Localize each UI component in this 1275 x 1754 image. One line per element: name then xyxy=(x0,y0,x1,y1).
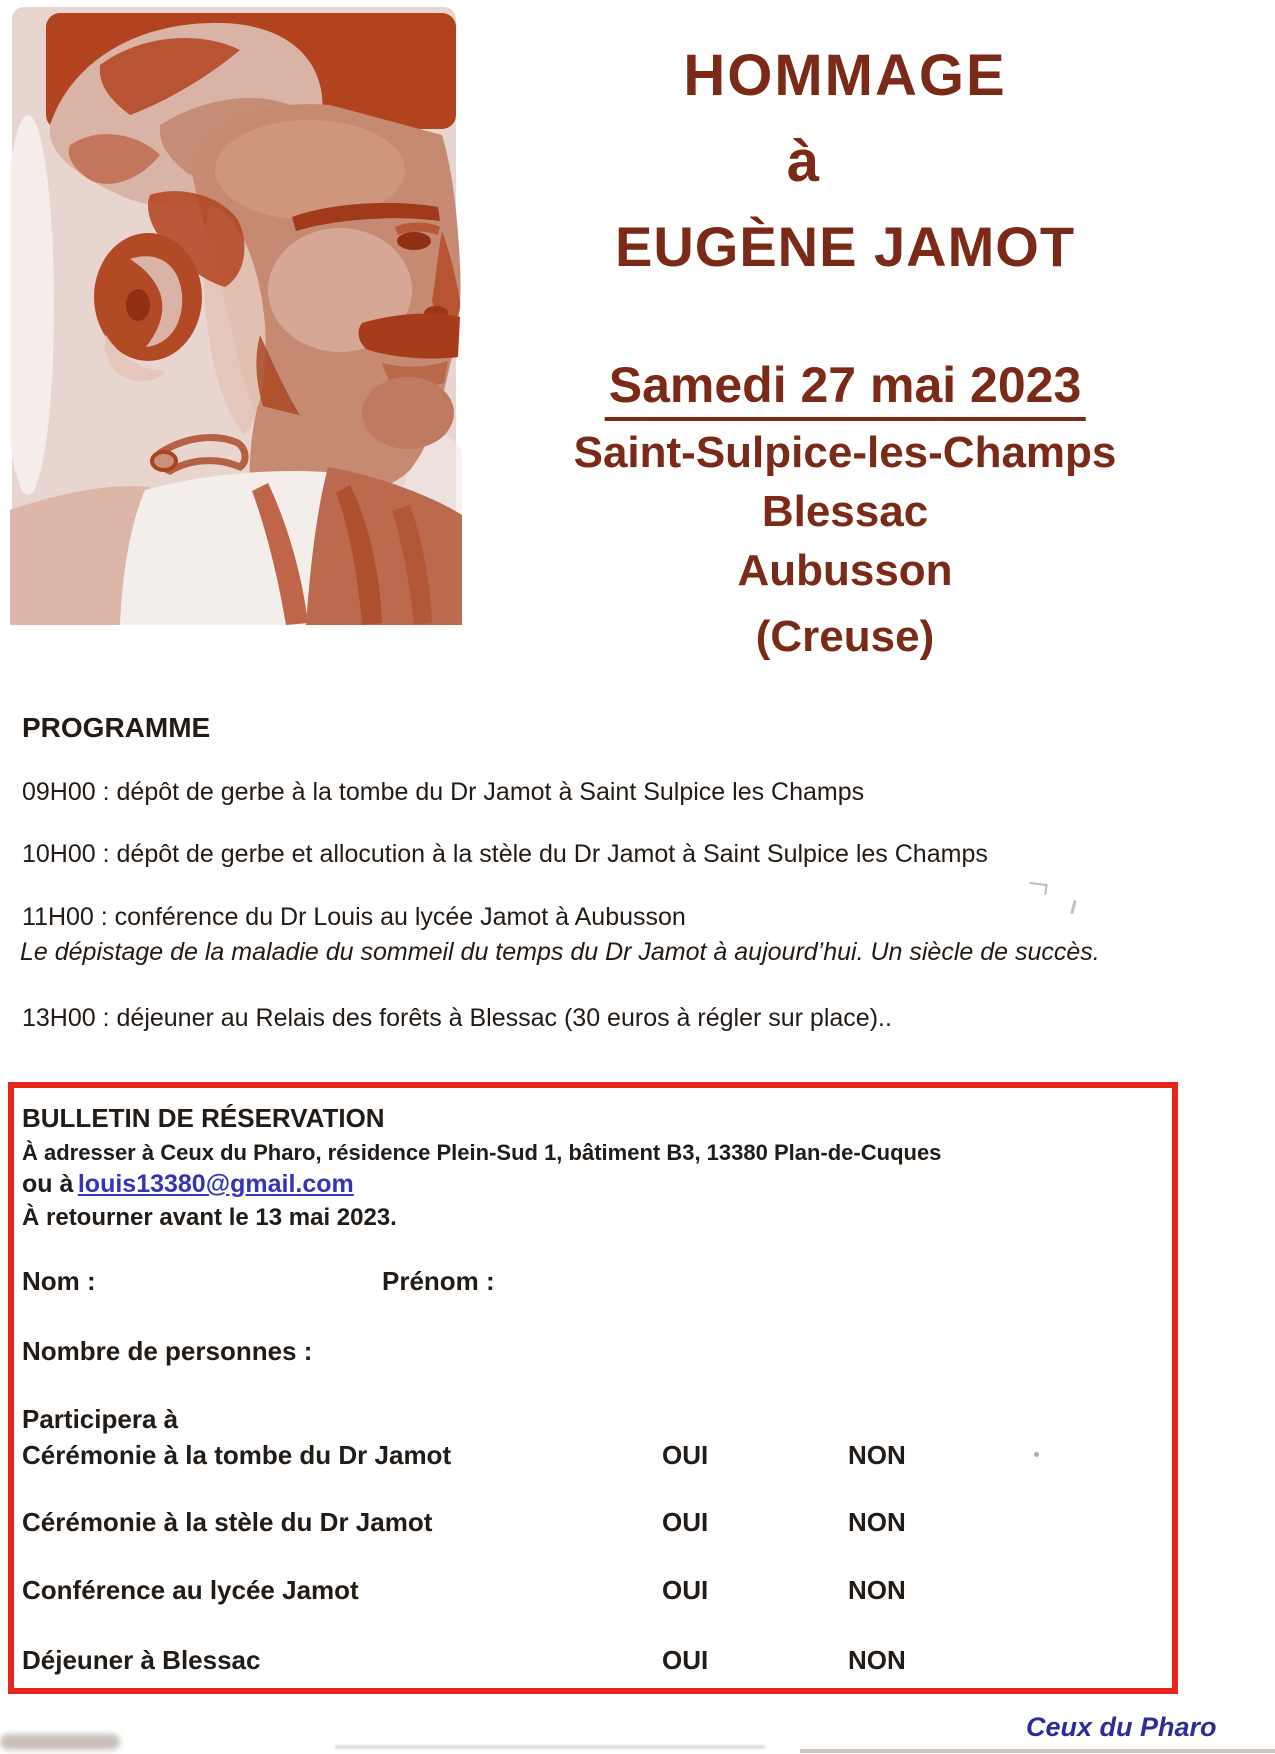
reservation-address: À adresser à Ceux du Pharo, résidence Plein-Sud 1, bâtiment B3, 13380 Plan-de-Cuques xyxy=(22,1140,942,1165)
event-date: Samedi 27 mai 2023 xyxy=(605,356,1086,421)
email-link[interactable]: louis13380@gmail.com xyxy=(77,1170,354,1198)
field-label-nombre-personnes: Nombre de personnes : xyxy=(22,1336,313,1366)
option-non-ceremonie-stele: NON xyxy=(848,1507,906,1537)
option-label-ceremonie-stele: Cérémonie à la stèle du Dr Jamot xyxy=(22,1507,433,1537)
programme-item-13h: 13H00 : déjeuner au Relais des forêts à Blessac (30 euros à régler sur place).. xyxy=(22,1004,892,1032)
option-label-dejeuner: Déjeuner à Blessac xyxy=(22,1645,261,1675)
scan-smudge-bottom-left xyxy=(0,1734,120,1750)
eye xyxy=(397,232,431,250)
page-title-eugene-jamot: EUGÈNE JAMOT xyxy=(614,215,1076,278)
scan-mark-apostrophe xyxy=(1070,900,1076,914)
option-label-ceremonie-tombe: Cérémonie à la tombe du Dr Jamot xyxy=(22,1440,452,1470)
page-title-a: à xyxy=(786,129,820,194)
option-non-dejeuner: NON xyxy=(848,1645,906,1675)
option-oui-ceremonie-tombe: OUI xyxy=(662,1440,709,1470)
portrait-eugene-jamot-image xyxy=(10,5,462,625)
programme-item-10h: 10H00 : dépôt de gerbe et allocution à la stèle du Dr Jamot à Saint Sulpice les Champs xyxy=(22,840,988,868)
location-aubusson: Aubusson xyxy=(737,546,953,595)
option-non-conference: NON xyxy=(848,1575,906,1605)
programme-item-11h-note: Le dépistage de la maladie du sommeil du temps du Dr Jamot à aujourd’hui. Un siècle de succès. xyxy=(20,938,1100,966)
reservation-deadline: À retourner avant le 13 mai 2023. xyxy=(22,1204,397,1231)
programme-item-09h: 09H00 : dépôt de gerbe à la tombe du Dr Jamot à Saint Sulpice les Champs xyxy=(22,778,865,806)
shirt-collar xyxy=(120,471,340,625)
email-prefix: ou à xyxy=(22,1170,74,1198)
signature-ceux-du-pharo: Ceux du Pharo xyxy=(1026,1712,1217,1742)
chin xyxy=(362,377,454,449)
option-oui-conference: OUI xyxy=(662,1575,709,1605)
option-label-conference: Conférence au lycée Jamot xyxy=(22,1575,359,1605)
reservation-heading: BULLETIN DE RÉSERVATION xyxy=(22,1103,385,1133)
location-saint-sulpice: Saint-Sulpice-les-Champs xyxy=(573,428,1117,477)
reservation-email-line xyxy=(22,1170,354,1199)
option-non-ceremonie-tombe: NON xyxy=(848,1440,906,1470)
option-oui-dejeuner: OUI xyxy=(662,1645,709,1675)
field-label-nom: Nom : xyxy=(22,1266,96,1296)
participation-heading: Participera à xyxy=(22,1404,179,1434)
page-title-hommage: HOMMAGE xyxy=(683,43,1007,108)
scan-line-bottom-1 xyxy=(335,1745,765,1749)
programme-heading: PROGRAMME xyxy=(22,712,211,743)
location-creuse: (Creuse) xyxy=(755,612,935,661)
field-label-prenom: Prénom : xyxy=(382,1266,495,1296)
location-blessac: Blessac xyxy=(761,487,929,536)
scan-mark-corner xyxy=(1028,882,1047,895)
programme-item-11h: 11H00 : conférence du Dr Louis au lycée Jamot à Aubusson xyxy=(22,903,686,931)
option-oui-ceremonie-stele: OUI xyxy=(662,1507,709,1537)
scan-line-bottom-2 xyxy=(800,1749,1275,1753)
